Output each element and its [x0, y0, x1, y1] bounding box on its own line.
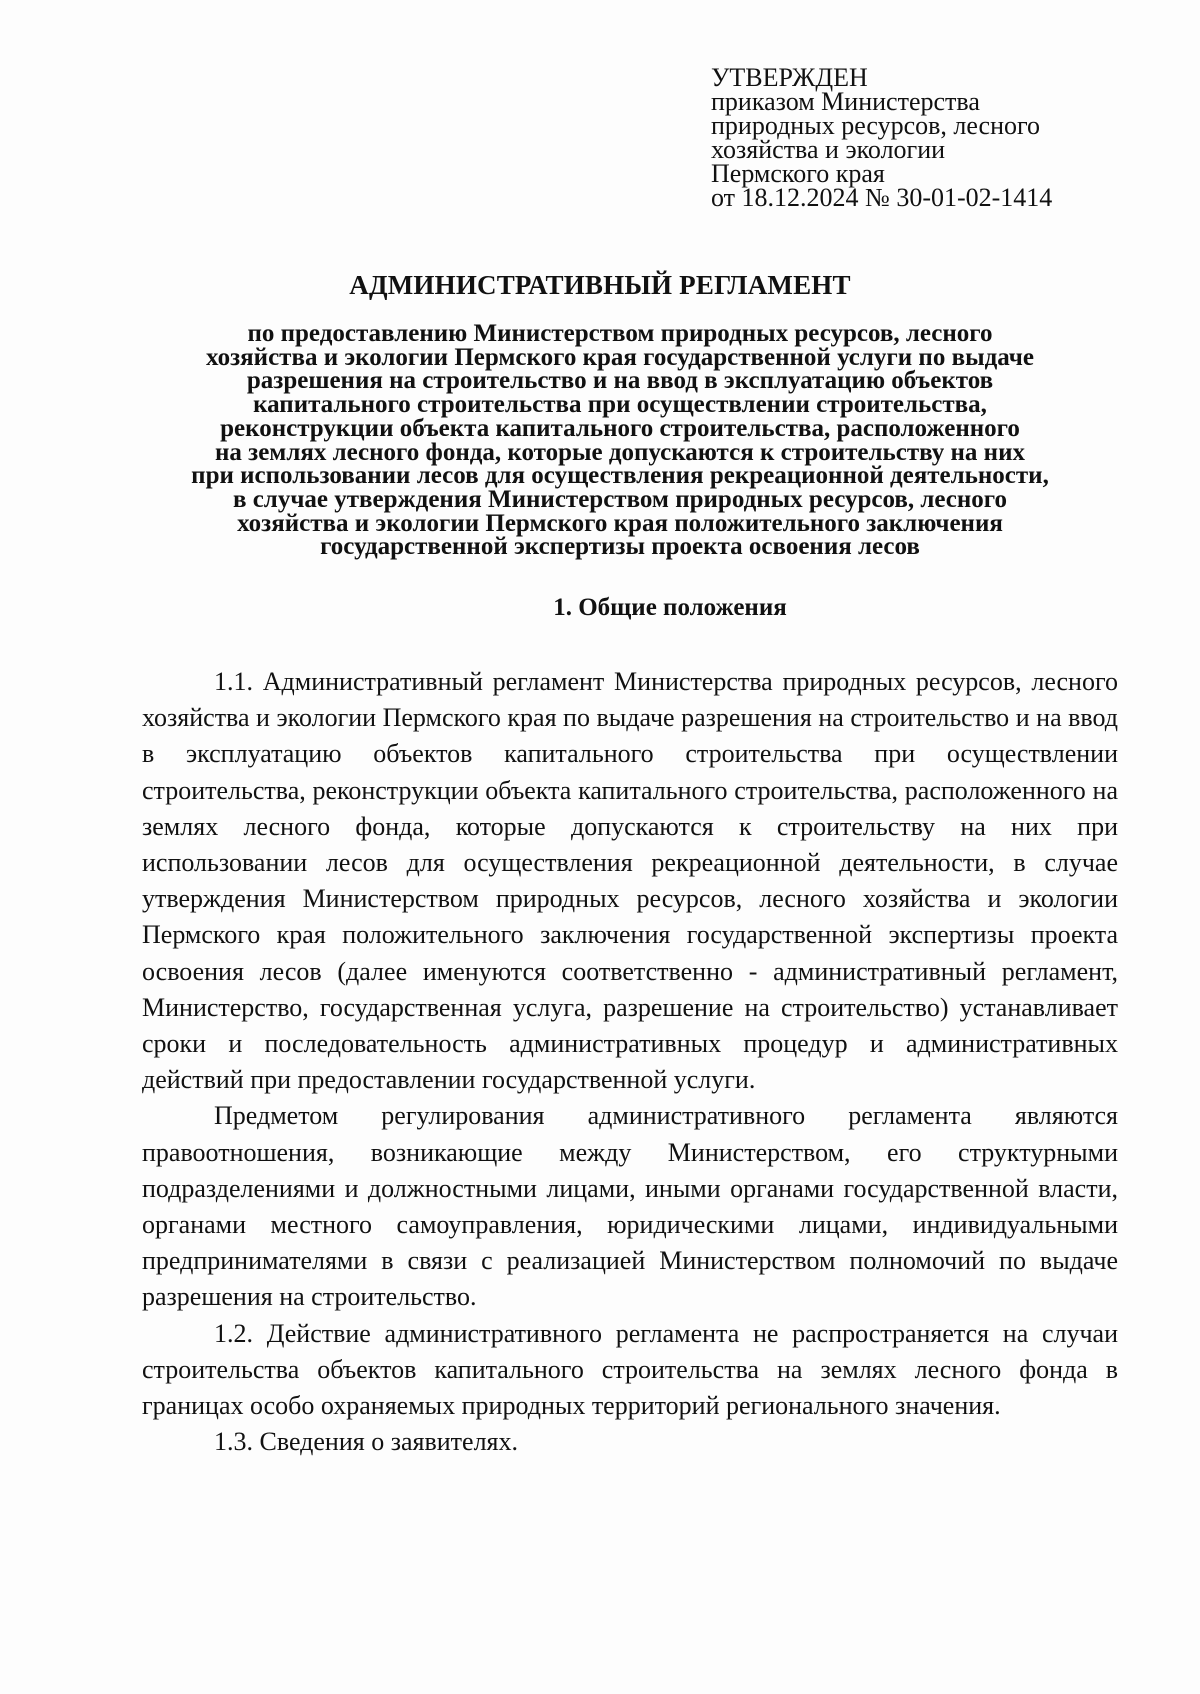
subtitle-line: в случае утверждения Министерством природных ресурсов, лесного [232, 485, 1008, 513]
subtitle-line: капитального строительства при осуществлении строительства, [253, 391, 987, 419]
subtitle-line: реконструкции объекта капитального строительства, расположенного [220, 414, 1020, 442]
subtitle-line: хозяйства и экологии Пермского края положительного заключения [237, 509, 1003, 537]
approval-line: УТВЕРЖДЕН [711, 63, 868, 92]
document-title: АДМИНИСТРАТИВНЫЙ РЕГЛАМЕНТ [349, 270, 851, 300]
paragraph-subject: Предметом регулирования административного регламента являются правоотношения, возникающие между Министерством, его структурными подразделениями и должностными лицами, иными органами государственной власти, органами местного самоуправления, юридическими лицами, индивидуальными предпринимателями в связи с реализацией Министерством полномочий по выдаче разрешения на строительство. [142, 1101, 1118, 1312]
subtitle-line: на землях лесного фонда, которые допускаются к строительству на них [215, 438, 1025, 466]
approval-line: природных ресурсов, лесного [711, 111, 1041, 140]
approval-block [711, 63, 1171, 212]
paragraph-1-2: 1.2. Действие административного регламента не распространяется на случаи строительства объектов капитального строительства на землях лесного фонда в границах особо охраняемых природных территорий регионального значения. [142, 1318, 1118, 1421]
subtitle-line: при использовании лесов для осуществления рекреационной деятельности, [191, 462, 1049, 490]
paragraph-1-3: 1.3. Сведения о заявителях. [214, 1427, 519, 1457]
section-body [142, 664, 1118, 1460]
approval-line: от 18.12.2024 № 30-01-02-1414 [711, 183, 1053, 212]
subtitle-line: государственной экспертизы проекта освоения лесов [320, 533, 920, 561]
approval-line: Пермского края [711, 159, 885, 188]
paragraph-1-1: 1.1. Административный регламент Министерства природных ресурсов, лесного хозяйства и экологии Пермского края по выдаче разрешения на строительство и на ввод в эксплуатацию объектов капитального строительства при осуществлении строительства, реконструкции объекта капитального строительства, расположенного на землях лесного фонда, которые допускаются к строительству на них при использовании лесов для осуществления рекреационной деятельности, в случае утверждения Министерством природных ресурсов, лесного хозяйства и экологии Пермского края положительного заключения государственной экспертизы проекта освоения лесов (далее именуются соответственно - административный регламент, Министерство, государственная услуга, разрешение на строительство) устанавливает сроки и последовательность административных процедур и административных действий при предоставлении государственной услуги. [142, 667, 1118, 1095]
subtitle-line: по предоставлению Министерством природных ресурсов, лесного [247, 320, 993, 347]
document-subtitle [130, 322, 1110, 559]
subtitle-line: хозяйства и экологии Пермского края государственной услуги по выдаче [206, 343, 1034, 371]
section-heading: 1. Общие положения [553, 594, 787, 621]
subtitle-line: разрешения на строительство и на ввод в эксплуатацию объектов [246, 367, 994, 395]
approval-line: хозяйства и экологии [711, 135, 946, 164]
approval-line: приказом Министерства [711, 87, 980, 116]
